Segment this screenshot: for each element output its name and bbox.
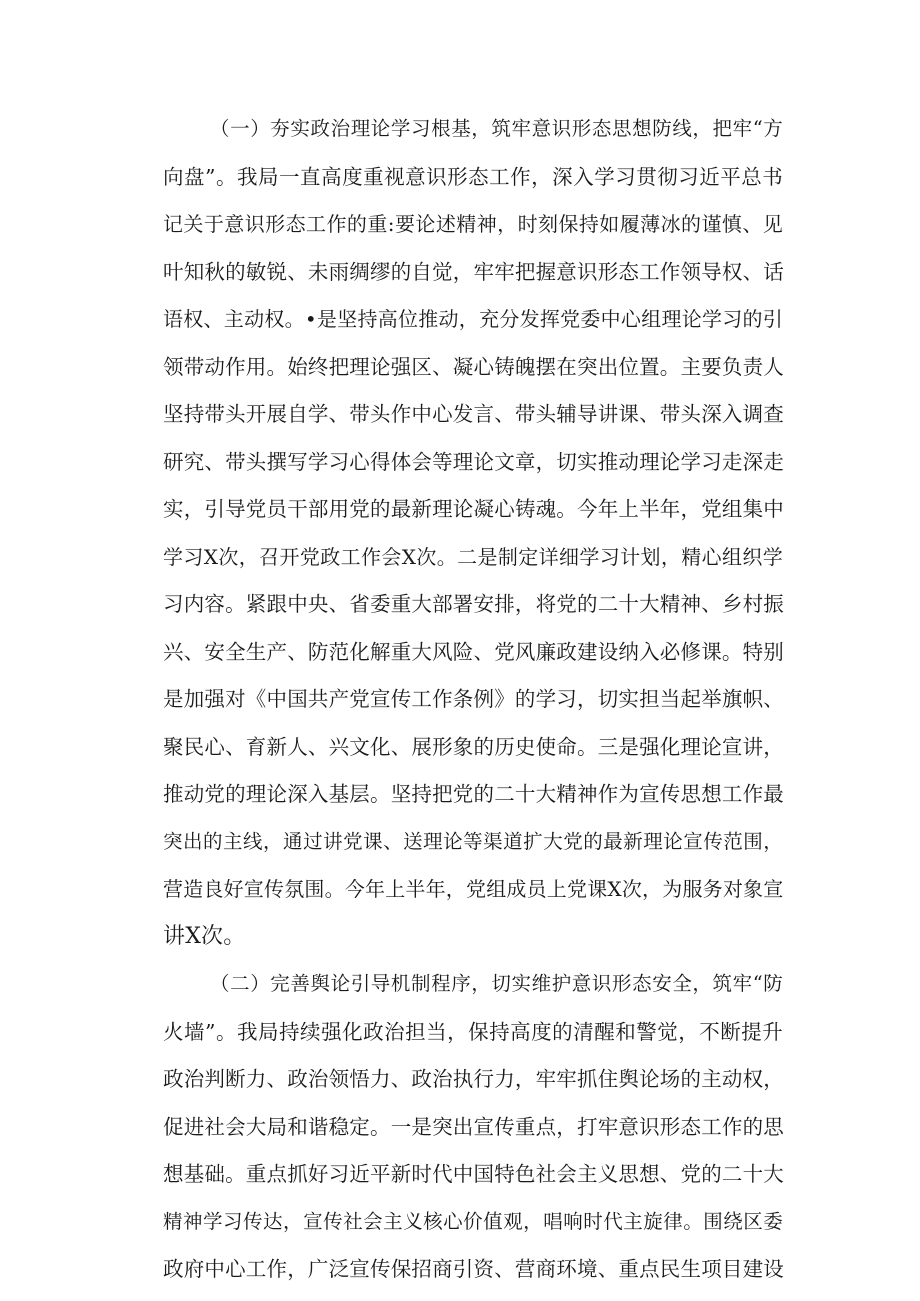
paragraph-1-line-2: 向盘”。我局一直高度重视意识形态工作，深入学习贯彻习近平总书 <box>163 165 783 189</box>
paragraph-2-line-6: 精神学习传达，宣传社会主义核心价值观，唱响时代主旋律。围绕区委 <box>163 1210 783 1233</box>
paragraph-2-line-3: 政治判断力、政治领悟力、政治执行力，牢牢抓住舆论场的主动权， <box>163 1067 784 1091</box>
paragraph-1-line-9: 实，引导党员干部用党的最新理论凝心铸魂。今年上半年，党组集中 <box>163 497 784 521</box>
paragraph-1-line-7: 坚持带头开展自学、带头作中心发言、带头辅导讲课、带头深入调查 <box>163 402 784 426</box>
paragraph-1-line-13: 是加强对《中国共产党宣传工作条例》的学习，切实担当起举旗帜、 <box>163 687 784 711</box>
paragraph-2-line-1: （二）完善舆论引导机制程序，切实维护意识形态安全，筑牢“防 <box>210 972 783 995</box>
paragraph-1-line-12: 兴、安全生产、防范化解重大风险、党风廉政建设纳入必修课。特别 <box>163 640 784 664</box>
paragraph-1-line-8: 研究、带头撰写学习心得体会等理论文章，切实推动理论学习走深走 <box>163 450 784 474</box>
paragraph-1-line-5: 语权、主动权。•是坚持高位推动，充分发挥党委中心组理论学习的引 <box>163 307 783 331</box>
paragraph-1-line-15: 推动党的理论深入基层。坚持把党的二十大精神作为宣传思想工作最 <box>163 782 784 806</box>
paragraph-1-line-14: 聚民心、育新人、兴文化、展形象的历史使命。三是强化理论宣讲， <box>163 735 784 759</box>
paragraph-2-line-4: 促进社会大局和谐稳定。一是突出宣传重点，打牢意识形态工作的思 <box>163 1115 784 1139</box>
paragraph-1-line-6: 领带动作用。始终把理论强区、凝心铸魄摆在突出位置。主要负责人 <box>163 355 784 379</box>
paragraph-1-line-4: 叶知秋的敏锐、未雨绸缪的自觉，牢牢把握意识形态工作领导权、话 <box>163 260 784 284</box>
paragraph-1-line-18: 讲X次。 <box>163 924 246 949</box>
paragraph-2-line-5: 想基础。重点抓好习近平新时代中国特色社会主义思想、党的二十大 <box>163 1162 784 1186</box>
paragraph-1-line-3: 记关于意识形态工作的重:要论述精神，时刻保持如履薄冰的谨慎、见 <box>163 212 783 236</box>
paragraph-1-line-10: 学习X次，召开党政工作会X次。二是制定详细学习计划，精心组织学 <box>163 545 783 569</box>
paragraph-1-line-11: 习内容。紧跟中央、省委重大部署安排，将党的二十大精神、乡村振 <box>163 592 784 616</box>
paragraph-2-line-7: 政府中心工作，广泛宣传保招商引资、营商环境、重点民生项目建设 <box>163 1257 784 1281</box>
paragraph-1-line-16: 突出的主线，通过讲党课、送理论等渠道扩大党的最新理论宣传范围， <box>163 830 783 853</box>
paragraph-1-line-17: 营造良好宣传氛围。今年上半年，党组成员上党课X次，为服务对象宣 <box>163 877 784 901</box>
paragraph-1-line-1: （一）夯实政治理论学习根基，筑牢意识形态思想防线，把牢“方 <box>210 117 783 140</box>
paragraph-2-line-2: 火墙”。我局持续强化政治担当，保持高度的清醒和警觉，不断提升 <box>163 1020 783 1044</box>
